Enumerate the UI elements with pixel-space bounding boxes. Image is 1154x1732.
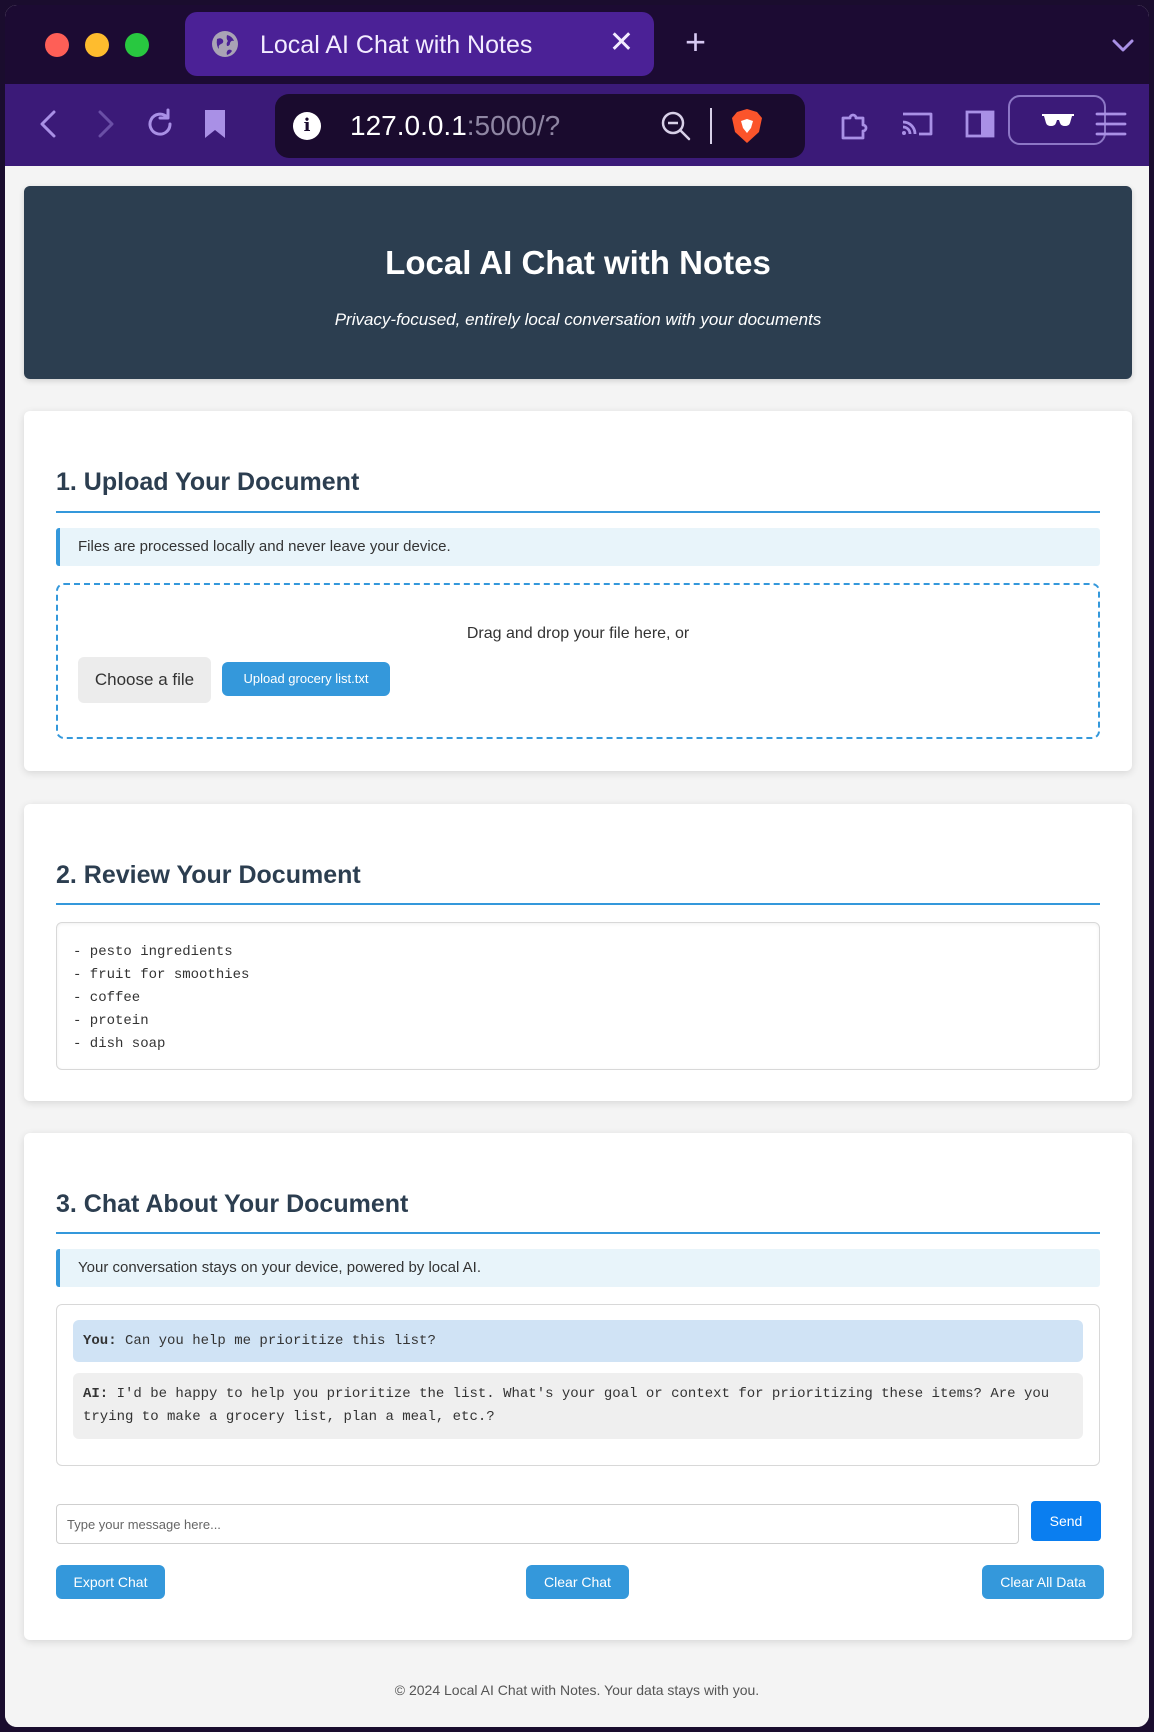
maximize-window-button[interactable]: [125, 33, 149, 57]
divider: [56, 1232, 1100, 1234]
divider: [56, 903, 1100, 905]
document-line: - pesto ingredients: [73, 944, 233, 960]
chat-heading: 3. Chat About Your Document: [56, 1190, 409, 1218]
bookmark-icon[interactable]: [195, 104, 235, 144]
chat-card: [24, 1133, 1132, 1640]
document-preview: [56, 922, 1100, 1070]
cast-icon[interactable]: [897, 104, 937, 144]
minimize-window-button[interactable]: [85, 33, 109, 57]
document-line: - coffee: [73, 990, 141, 1006]
file-dropzone[interactable]: [56, 583, 1100, 739]
chevron-down-icon[interactable]: [1109, 31, 1137, 59]
review-card: [24, 804, 1132, 1101]
page-footer: © 2024 Local AI Chat with Notes. Your data stays with you.: [394, 1682, 760, 1698]
review-heading: 2. Review Your Document: [56, 861, 361, 889]
tab-title: Local AI Chat with Notes: [260, 31, 533, 59]
page-subtitle: Privacy-focused, entirely local conversation with your documents: [334, 310, 822, 329]
chat-info-note: Your conversation stays on your device, powered by local AI.: [56, 1249, 1100, 1287]
page-title: Local AI Chat with Notes: [385, 244, 771, 281]
zoom-out-icon[interactable]: [660, 110, 692, 142]
glasses-icon: [1040, 109, 1076, 131]
active-tab[interactable]: [185, 12, 654, 76]
message-input[interactable]: [56, 1504, 1019, 1544]
sidebar-icon[interactable]: [960, 104, 1000, 144]
address-bar[interactable]: [275, 94, 805, 158]
tab-strip: [5, 5, 1149, 84]
separator: [710, 108, 712, 144]
new-tab-button[interactable]: +: [685, 21, 707, 62]
close-tab-icon[interactable]: ✕: [608, 26, 634, 59]
send-button[interactable]: Send: [1031, 1501, 1101, 1541]
document-line: - fruit for smoothies: [73, 967, 250, 983]
chat-history: [56, 1304, 1100, 1466]
brave-shield-icon[interactable]: [730, 108, 764, 144]
divider: [56, 511, 1100, 513]
user-message: You: Can you help me prioritize this list?: [73, 1320, 1083, 1362]
menu-icon[interactable]: [1091, 104, 1131, 144]
hero-header: [24, 186, 1132, 379]
browser-window: [5, 5, 1149, 1727]
page-content: [5, 166, 1149, 1727]
info-icon[interactable]: i: [293, 112, 321, 140]
upload-card: [24, 411, 1132, 771]
close-window-button[interactable]: [45, 33, 69, 57]
dropzone-text: Drag and drop your file here, or: [466, 625, 690, 642]
back-icon[interactable]: [29, 104, 69, 144]
reload-icon[interactable]: [140, 104, 180, 144]
upload-button[interactable]: Upload grocery list.txt: [222, 662, 390, 696]
upload-heading: 1. Upload Your Document: [56, 468, 360, 496]
browser-toolbar: [5, 84, 1149, 166]
url-text: 127.0.0.1:5000/?: [350, 110, 561, 141]
extensions-icon[interactable]: [835, 104, 875, 144]
export-chat-button[interactable]: Export Chat: [56, 1565, 165, 1599]
forward-icon[interactable]: [85, 104, 125, 144]
clear-all-data-button[interactable]: Clear All Data: [982, 1565, 1104, 1599]
upload-info-note: Files are processed locally and never leave your device.: [56, 528, 1100, 566]
clear-chat-button[interactable]: Clear Chat: [526, 1565, 629, 1599]
document-line: - dish soap: [73, 1036, 166, 1052]
ai-message: AI: I'd be happy to help you prioritize the list. What's your goal or context for prioritizing these items? Are you trying to make a grocery list, plan a meal, etc.?: [73, 1373, 1083, 1439]
document-line: - protein: [73, 1013, 149, 1029]
globe-icon: [211, 30, 239, 58]
choose-file-button[interactable]: Choose a file: [78, 657, 211, 703]
